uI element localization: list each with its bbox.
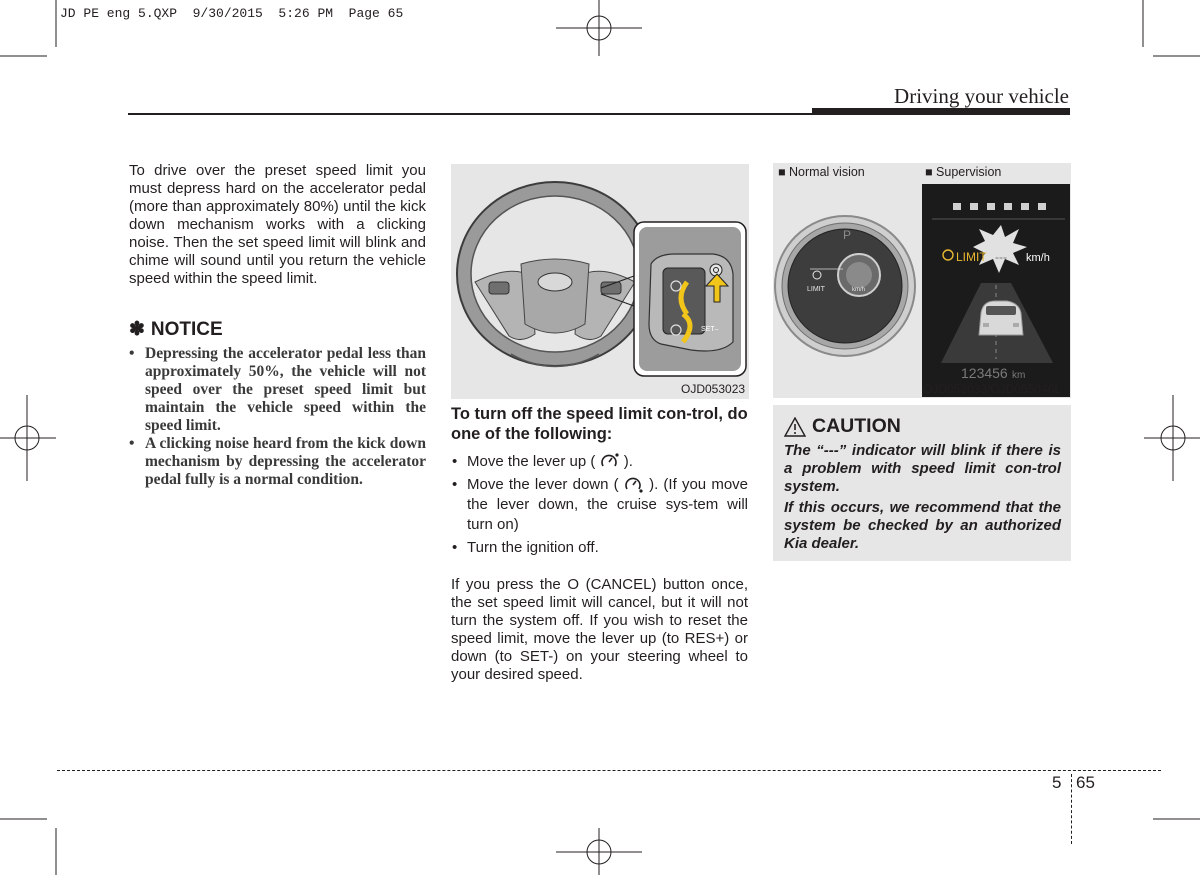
supervision-text: Supervision [936, 165, 1002, 179]
turn-off-heading: To turn off the speed limit con-trol, do one of the following: [451, 405, 748, 443]
cancel-paragraph: If you press the O (CANCEL) button once, the set speed limit will cancel, but it will not turn the system off. If you wish to reset the speed limit, move the lever up (to RES+) or down (to SET-) on your steering wheel to your desired speed. [451, 576, 748, 683]
limit-dashes: --- [995, 250, 1007, 264]
step-text: Move the lever up ( [467, 453, 596, 470]
print-header: JD PE eng 5.QXP 9/30/2015 5:26 PM Page 65 [60, 6, 404, 21]
cluster-illustration [773, 163, 1071, 398]
limit-unit: km/h [1026, 252, 1050, 264]
header-bar [812, 108, 1070, 115]
page-number-divider [1071, 774, 1072, 844]
step-text: Move the lever down ( [467, 476, 619, 493]
column-1 [129, 162, 426, 489]
notice-item: • A clicking noise heard from the kick down mechanism by depressing the accelerator pedal fully is a normal condition. [129, 435, 426, 489]
warning-triangle-icon [784, 417, 806, 437]
speed-limit-up-icon [600, 452, 620, 470]
page-number: 65 [1076, 773, 1095, 792]
caution-text-2: If this occurs, we recommend that the system be checked by an authorized Kia dealer. [784, 499, 1061, 552]
steering-wheel-illustration [451, 164, 749, 399]
odometer-unit: km [1012, 370, 1026, 381]
caution-heading [784, 415, 1061, 438]
speed-limit-down-icon [624, 475, 644, 493]
section-title: Driving your vehicle [894, 84, 1069, 108]
normal-vision-text: Normal vision [789, 165, 865, 179]
column-2 [451, 404, 748, 684]
notice-item: • Depressing the accelerator pedal less than approximately 50%, the vehicle will not speed over the preset speed limit but maintain the vehicle speed within the speed limit. [129, 345, 426, 435]
notice-title: NOTICE [150, 318, 223, 340]
limit-text: LIMIT [956, 250, 987, 264]
notice-list [129, 345, 426, 489]
chapter-number: 5 [1052, 773, 1062, 792]
footer-divider [57, 770, 1161, 771]
step-item [451, 538, 748, 558]
odometer: 123456 [961, 365, 1008, 381]
kickdown-paragraph: To drive over the preset speed limit you must depress hard on the accelerator pedal (more than approximately 80%) until the kick down mechanism works with a clicking noise. Then the set speed limit will blink and chime will sound until you return the vehicle speed within the speed limit. [129, 162, 426, 287]
gauge-unit: km/h [852, 287, 866, 293]
asterisk-icon: ✽ [129, 319, 145, 340]
figure2-caption: OJD052033/OJD055046L [923, 382, 1062, 396]
cluster-figure [773, 163, 1071, 398]
step-text: ). (If you move the lever down, the cruise sys-tem will turn on) [467, 476, 749, 533]
figure1-caption: OJD053023 [681, 382, 746, 396]
step-item [451, 475, 748, 535]
set-label: SET– [701, 326, 719, 333]
step-text: ). [623, 453, 633, 470]
gauge-p: P [843, 228, 852, 242]
step-text: Turn the ignition off. [467, 539, 599, 556]
supervision-label: ■ Supervision [925, 165, 1002, 179]
gauge-limit: LIMIT [807, 286, 825, 293]
step-item [451, 452, 748, 472]
caution-title: CAUTION [812, 415, 901, 437]
caution-box [773, 405, 1071, 561]
steering-wheel-figure [451, 164, 749, 399]
normal-vision-label: ■ Normal vision [778, 165, 865, 179]
caution-text-1: The “---” indicator will blink if there is a problem with speed limit con-trol system. [784, 442, 1061, 495]
notice-heading [129, 318, 426, 341]
turn-off-steps [451, 452, 748, 558]
